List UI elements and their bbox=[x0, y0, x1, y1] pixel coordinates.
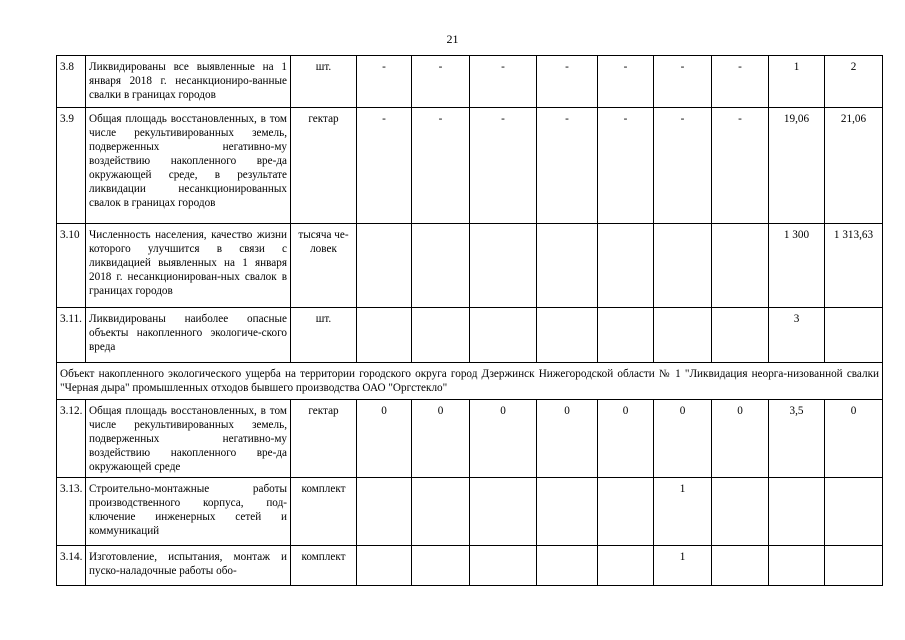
value-cell bbox=[470, 546, 537, 586]
value-cell: 1 313,63 bbox=[825, 224, 883, 308]
row-number: 3.12. bbox=[57, 400, 86, 478]
value-cell bbox=[654, 224, 712, 308]
value-cell bbox=[825, 546, 883, 586]
row-unit: шт. bbox=[291, 308, 357, 363]
value-cell bbox=[769, 478, 825, 546]
table-row bbox=[57, 546, 883, 586]
row-description: Общая площадь восстановленных, в том числе рекультивированных земель, подверженных негативно-му воздействию накопленного вре-да окружающей среде bbox=[86, 400, 291, 478]
value-cell bbox=[537, 478, 598, 546]
section-row bbox=[57, 363, 883, 400]
value-cell: 2 bbox=[825, 56, 883, 108]
row-description: Ликвидированы наиболее опасные объекты накопленного экологиче-ского вреда bbox=[86, 308, 291, 363]
value-cell: 0 bbox=[825, 400, 883, 478]
page-number: 21 bbox=[446, 32, 459, 46]
value-cell: 3,5 bbox=[769, 400, 825, 478]
row-unit: комплект bbox=[291, 546, 357, 586]
value-cell bbox=[712, 308, 769, 363]
value-cell bbox=[357, 224, 412, 308]
row-description: Изготовление, испытания, монтаж и пуско-наладочные работы обо- bbox=[86, 546, 291, 586]
value-cell: - bbox=[712, 108, 769, 224]
row-description: Численность населения, качество жизни которого улучшится в связи с ликвидацией выявленных на 1 января 2018 г. несанкционирован-ных свалок в границах городов bbox=[86, 224, 291, 308]
row-description: Общая площадь восстановленных, в том числе рекультивированных земель, подверженных негативно-му воздействию накопленного вре-да окружающей среде, в результате ликвидации несанкционированных свалок в границах городов bbox=[86, 108, 291, 224]
row-unit: гектар bbox=[291, 400, 357, 478]
value-cell: - bbox=[357, 56, 412, 108]
row-number: 3.13. bbox=[57, 478, 86, 546]
value-cell: - bbox=[470, 108, 537, 224]
value-cell bbox=[537, 308, 598, 363]
value-cell bbox=[470, 478, 537, 546]
value-cell: - bbox=[537, 108, 598, 224]
value-cell: 1 bbox=[654, 478, 712, 546]
value-cell bbox=[654, 308, 712, 363]
value-cell bbox=[712, 478, 769, 546]
table-row bbox=[57, 224, 883, 308]
value-cell: 0 bbox=[712, 400, 769, 478]
row-number: 3.8 bbox=[57, 56, 86, 108]
value-cell bbox=[598, 546, 654, 586]
value-cell: - bbox=[470, 56, 537, 108]
value-cell: - bbox=[357, 108, 412, 224]
value-cell: - bbox=[654, 108, 712, 224]
value-cell: - bbox=[412, 108, 470, 224]
value-cell: 1 300 bbox=[769, 224, 825, 308]
value-cell: 0 bbox=[537, 400, 598, 478]
indicators-table bbox=[56, 55, 883, 586]
value-cell bbox=[357, 546, 412, 586]
value-cell: 0 bbox=[412, 400, 470, 478]
value-cell bbox=[412, 224, 470, 308]
value-cell: 1 bbox=[654, 546, 712, 586]
value-cell bbox=[470, 308, 537, 363]
value-cell: - bbox=[412, 56, 470, 108]
value-cell bbox=[598, 478, 654, 546]
row-number: 3.11. bbox=[57, 308, 86, 363]
row-number: 3.9 bbox=[57, 108, 86, 224]
value-cell: 19,06 bbox=[769, 108, 825, 224]
table-row bbox=[57, 400, 883, 478]
row-unit: комплект bbox=[291, 478, 357, 546]
value-cell: 3 bbox=[769, 308, 825, 363]
value-cell bbox=[412, 478, 470, 546]
value-cell bbox=[598, 308, 654, 363]
row-number: 3.14. bbox=[57, 546, 86, 586]
row-unit: шт. bbox=[291, 56, 357, 108]
table-row bbox=[57, 108, 883, 224]
value-cell bbox=[412, 546, 470, 586]
value-cell: 0 bbox=[357, 400, 412, 478]
value-cell bbox=[825, 478, 883, 546]
value-cell: - bbox=[712, 56, 769, 108]
row-number: 3.10 bbox=[57, 224, 86, 308]
row-unit: тысяча че-ловек bbox=[291, 224, 357, 308]
table-row bbox=[57, 56, 883, 108]
value-cell bbox=[412, 308, 470, 363]
value-cell: 1 bbox=[769, 56, 825, 108]
value-cell bbox=[598, 224, 654, 308]
value-cell bbox=[712, 224, 769, 308]
table-row bbox=[57, 478, 883, 546]
row-unit: гектар bbox=[291, 108, 357, 224]
section-title: Объект накопленного экологического ущерба на территории городского округа город Дзержинск Нижегородской области № 1 "Ликвидация неорга-низованной свалки "Черная дыра" промышленных отходов бывшего производства ОАО "Оргстекло" bbox=[57, 363, 883, 400]
value-cell bbox=[537, 224, 598, 308]
value-cell bbox=[357, 308, 412, 363]
value-cell: 21,06 bbox=[825, 108, 883, 224]
value-cell: 0 bbox=[598, 400, 654, 478]
value-cell bbox=[712, 546, 769, 586]
value-cell: - bbox=[598, 56, 654, 108]
value-cell: 0 bbox=[654, 400, 712, 478]
row-description: Строительно-монтажные работы производственного корпуса, под-ключение инженерных сетей и коммуникаций bbox=[86, 478, 291, 546]
value-cell bbox=[357, 478, 412, 546]
value-cell: - bbox=[598, 108, 654, 224]
value-cell bbox=[537, 546, 598, 586]
row-description: Ликвидированы все выявленные на 1 января 2018 г. несанкциониро-ванные свалки в границах городов bbox=[86, 56, 291, 108]
value-cell: - bbox=[654, 56, 712, 108]
value-cell: 0 bbox=[470, 400, 537, 478]
table-row bbox=[57, 308, 883, 363]
value-cell bbox=[470, 224, 537, 308]
value-cell bbox=[825, 308, 883, 363]
value-cell: - bbox=[537, 56, 598, 108]
value-cell bbox=[769, 546, 825, 586]
